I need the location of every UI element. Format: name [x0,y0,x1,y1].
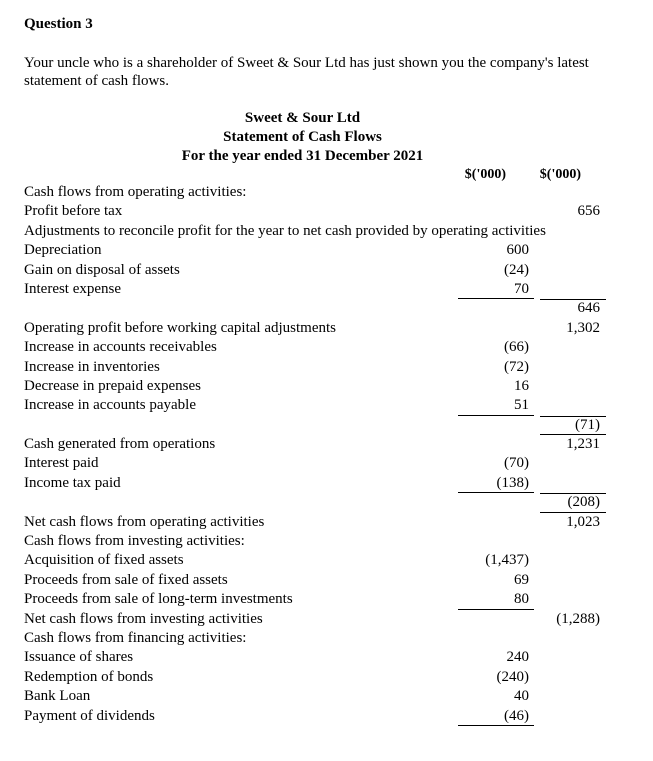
table-row [24,707,624,726]
total-rule [540,493,606,494]
row-label: Redemption of bonds [24,668,154,685]
table-row [24,629,624,648]
table-row [24,222,624,241]
table-row [24,454,624,473]
table-row [24,571,624,590]
row-label: Bank Loan [24,688,91,705]
row-label: Acquisition of fixed assets [24,552,184,569]
row-value-detail: 16 [514,377,529,394]
row-value-total: 1,023 [566,513,600,530]
row-value-detail: 240 [506,649,529,666]
row-label: Adjustments to reconcile profit for the year to net cash provided by operating activities [24,222,546,239]
row-value-detail: (24) [504,261,529,278]
table-row [24,280,624,299]
row-label: Cash flows from investing activities: [24,533,245,550]
table-row [24,358,624,377]
row-label: Depreciation [24,242,102,259]
row-value-detail: 80 [514,591,529,608]
table-row [24,338,624,357]
question-title: Question 3 [24,16,93,32]
table-row [24,610,624,629]
row-value-detail: 70 [514,280,529,297]
row-value-total: (71) [575,416,600,433]
row-value-detail: (66) [504,339,529,356]
total-rule [540,299,606,300]
row-value-detail: 51 [514,397,529,414]
table-row [24,319,624,338]
row-value-detail: 600 [506,242,529,259]
table-row [24,299,624,318]
row-label: Net cash flows from investing activities [24,610,263,627]
row-value-detail: 69 [514,571,529,588]
row-value-total: (208) [567,494,600,511]
row-label: Issuance of shares [24,649,134,666]
table-row [24,551,624,570]
row-label: Operating profit before working capital adjustments [24,319,336,336]
row-label: Payment of dividends [24,707,155,724]
row-label: Interest paid [24,455,99,472]
intro-text: Your uncle who is a shareholder of Sweet & Sour Ltd has just shown you the company's latest statement of cash flows. [24,55,589,89]
table-row [24,687,624,706]
row-label: Interest expense [24,280,122,297]
table-row [24,513,624,532]
column-header-total: $('000) [539,167,581,182]
table-row [24,648,624,667]
table-row [24,261,624,280]
table-row [24,474,624,493]
statement-title: Statement of Cash Flows [223,129,382,145]
row-value-total: 656 [577,203,600,220]
row-label: Profit before tax [24,203,123,220]
table-row [24,183,624,202]
row-value-detail: (72) [504,358,529,375]
table-row [24,241,624,260]
row-label: Cash generated from operations [24,436,216,453]
row-label: Increase in inventories [24,358,160,375]
row-label: Gain on disposal of assets [24,261,180,278]
row-label: Increase in accounts payable [24,397,196,414]
table-row [24,396,624,415]
row-label: Income tax paid [24,474,121,491]
table-row [24,202,624,221]
cash-flow-table [24,183,624,726]
row-label: Cash flows from financing activities: [24,629,247,646]
row-label: Proceeds from sale of long-term investments [24,591,293,608]
company-name: Sweet & Sour Ltd [244,110,361,126]
table-row [24,493,624,512]
row-value-detail: (46) [504,707,529,724]
row-value-total: 646 [577,300,600,317]
subtotal-rule [458,725,534,726]
table-row [24,416,624,435]
row-label: Net cash flows from operating activities [24,513,265,530]
row-label: Proceeds from sale of fixed assets [24,571,228,588]
total-rule [540,416,606,417]
table-row [24,532,624,551]
row-value-detail: (138) [496,474,529,491]
row-value-detail: (240) [496,668,529,685]
row-value-total: 1,231 [566,436,600,453]
row-value-total: (1,288) [556,610,600,627]
statement-period: For the year ended 31 December 2021 [181,148,424,164]
table-row [24,668,624,687]
row-label: Decrease in prepaid expenses [24,377,201,394]
row-value-detail: (1,437) [485,552,529,569]
table-row [24,435,624,454]
row-label: Cash flows from operating activities: [24,184,247,200]
table-row [24,590,624,609]
table-row [24,377,624,396]
row-label: Increase in accounts receivables [24,339,217,356]
row-value-detail: (70) [504,455,529,472]
row-value-total: 1,302 [566,319,600,336]
row-value-detail: 40 [514,688,529,705]
column-header-detail: $('000) [464,167,506,182]
